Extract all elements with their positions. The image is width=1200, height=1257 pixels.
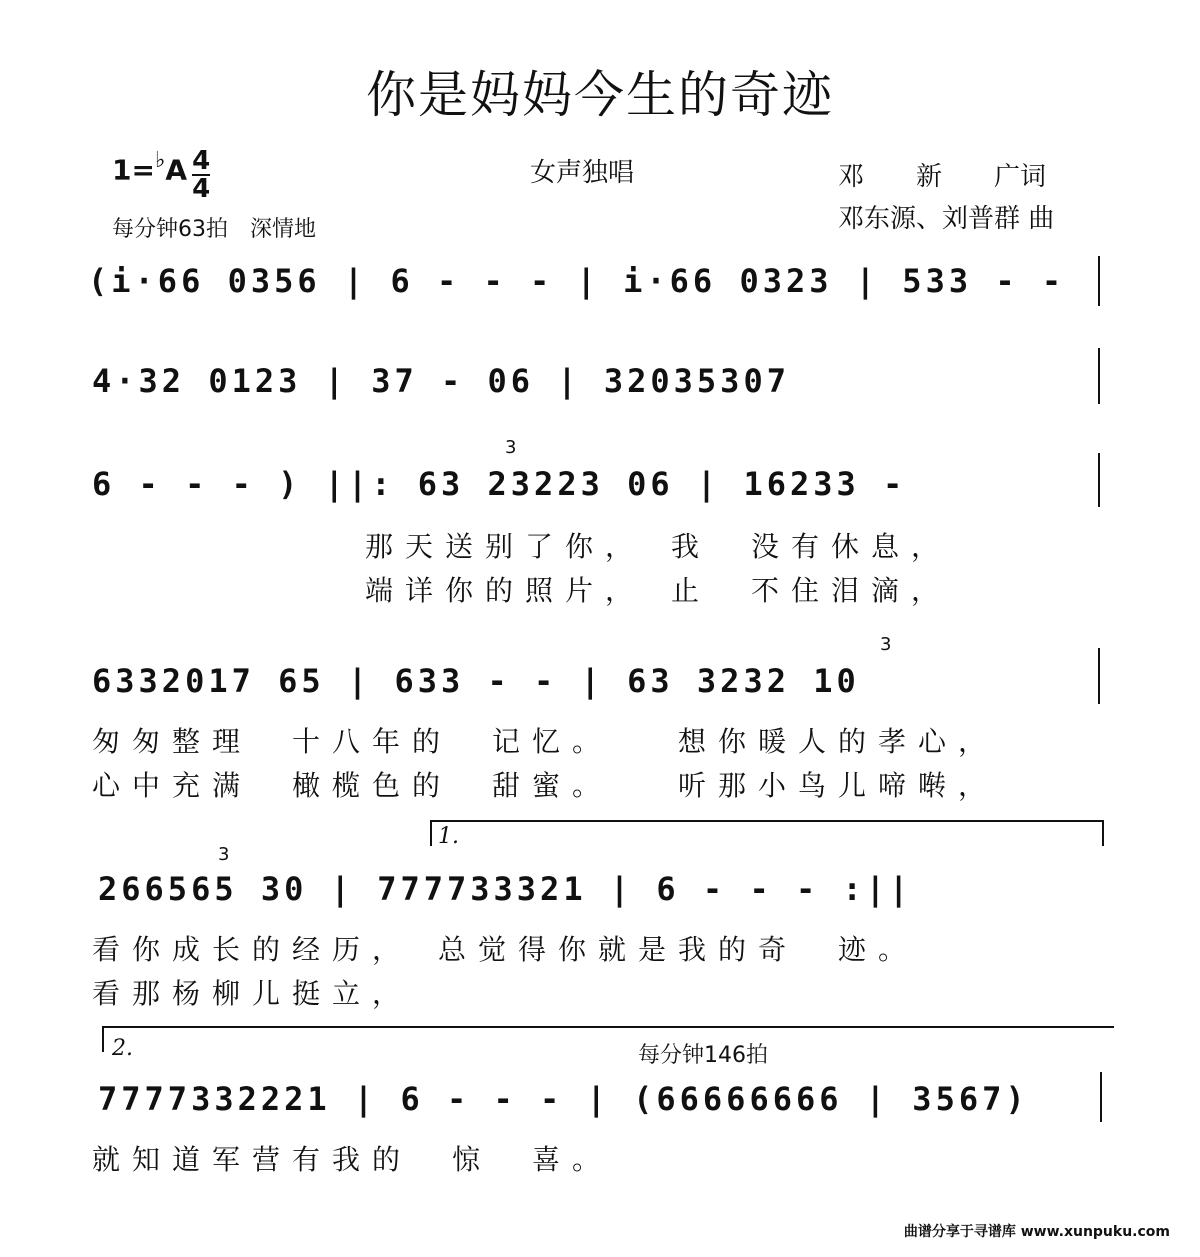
song-title: 你是妈妈今生的奇迹 <box>366 66 834 124</box>
triplet-mark: 3 <box>880 634 892 655</box>
lyricist-credit: 邓 新 广词 <box>838 162 1047 192</box>
composer-credit: 邓东源、刘普群 曲 <box>838 204 1055 234</box>
tempo-marking: 每分钟63拍 深情地 <box>112 217 316 242</box>
second-ending-label: 2. <box>112 1036 133 1061</box>
barline <box>1100 1072 1102 1122</box>
tempo-change: 每分钟146拍 <box>638 1043 768 1068</box>
key-note: A <box>165 153 188 187</box>
lyrics-verse-2: 端详你的照片， 止 不住泪滴， <box>365 574 952 607</box>
notes-line: 4·32 0123 | 37 - 06 | 32035307 <box>92 362 790 400</box>
lyrics-verse-1: 就知道军营有我的 惊 喜。 <box>92 1143 613 1176</box>
notes-line: 6332017 65 | 633 - - | 63 3232 10 <box>92 662 860 700</box>
flat-sign: ♭ <box>154 148 166 173</box>
key-signature <box>112 148 210 202</box>
barline <box>1098 348 1100 404</box>
lyrics-verse-1: 匆匆整理 十八年的 记忆。 想你暖人的孝心， <box>92 725 999 758</box>
time-top: 4 <box>192 146 211 176</box>
lyrics-verse-2: 看那杨柳儿挺立， <box>92 977 413 1010</box>
first-ending-label: 1. <box>438 824 459 849</box>
lyrics-verse-1: 那天送别了你， 我 没有休息， <box>365 530 952 563</box>
notes-line: 266565 30 | 777733321 | 6 - - - :|| <box>98 870 913 908</box>
barline <box>1098 256 1100 306</box>
lyrics-verse-2: 心中充满 橄榄色的 甜蜜。 听那小鸟儿啼啭， <box>92 769 999 802</box>
barline <box>1098 453 1100 507</box>
time-signature <box>192 148 210 202</box>
key-prefix: 1= <box>112 153 155 187</box>
triplet-mark: 3 <box>505 437 517 458</box>
first-ending-bracket <box>430 820 1104 846</box>
voice-type: 女声独唱 <box>530 158 635 188</box>
notes-line: (i·66 0356 | 6 - - - | i·66 0323 | 533 - - <box>88 262 1066 300</box>
notes-line: 7777332221 | 6 - - - | (66666666 | 3567) <box>98 1080 1029 1118</box>
triplet-mark: 3 <box>218 844 230 865</box>
source-watermark: 曲谱分享于寻谱库 www.xunpuku.com <box>903 1224 1170 1240</box>
notes-line: 6 - - - ) ||: 63 23223 06 | 16233 - <box>92 465 907 503</box>
lyrics-verse-1: 看你成长的经历， 总觉得你就是我的奇 迹。 <box>92 933 919 966</box>
time-bottom: 4 <box>192 174 211 204</box>
barline <box>1098 648 1100 704</box>
second-ending-bracket <box>102 1026 1114 1052</box>
